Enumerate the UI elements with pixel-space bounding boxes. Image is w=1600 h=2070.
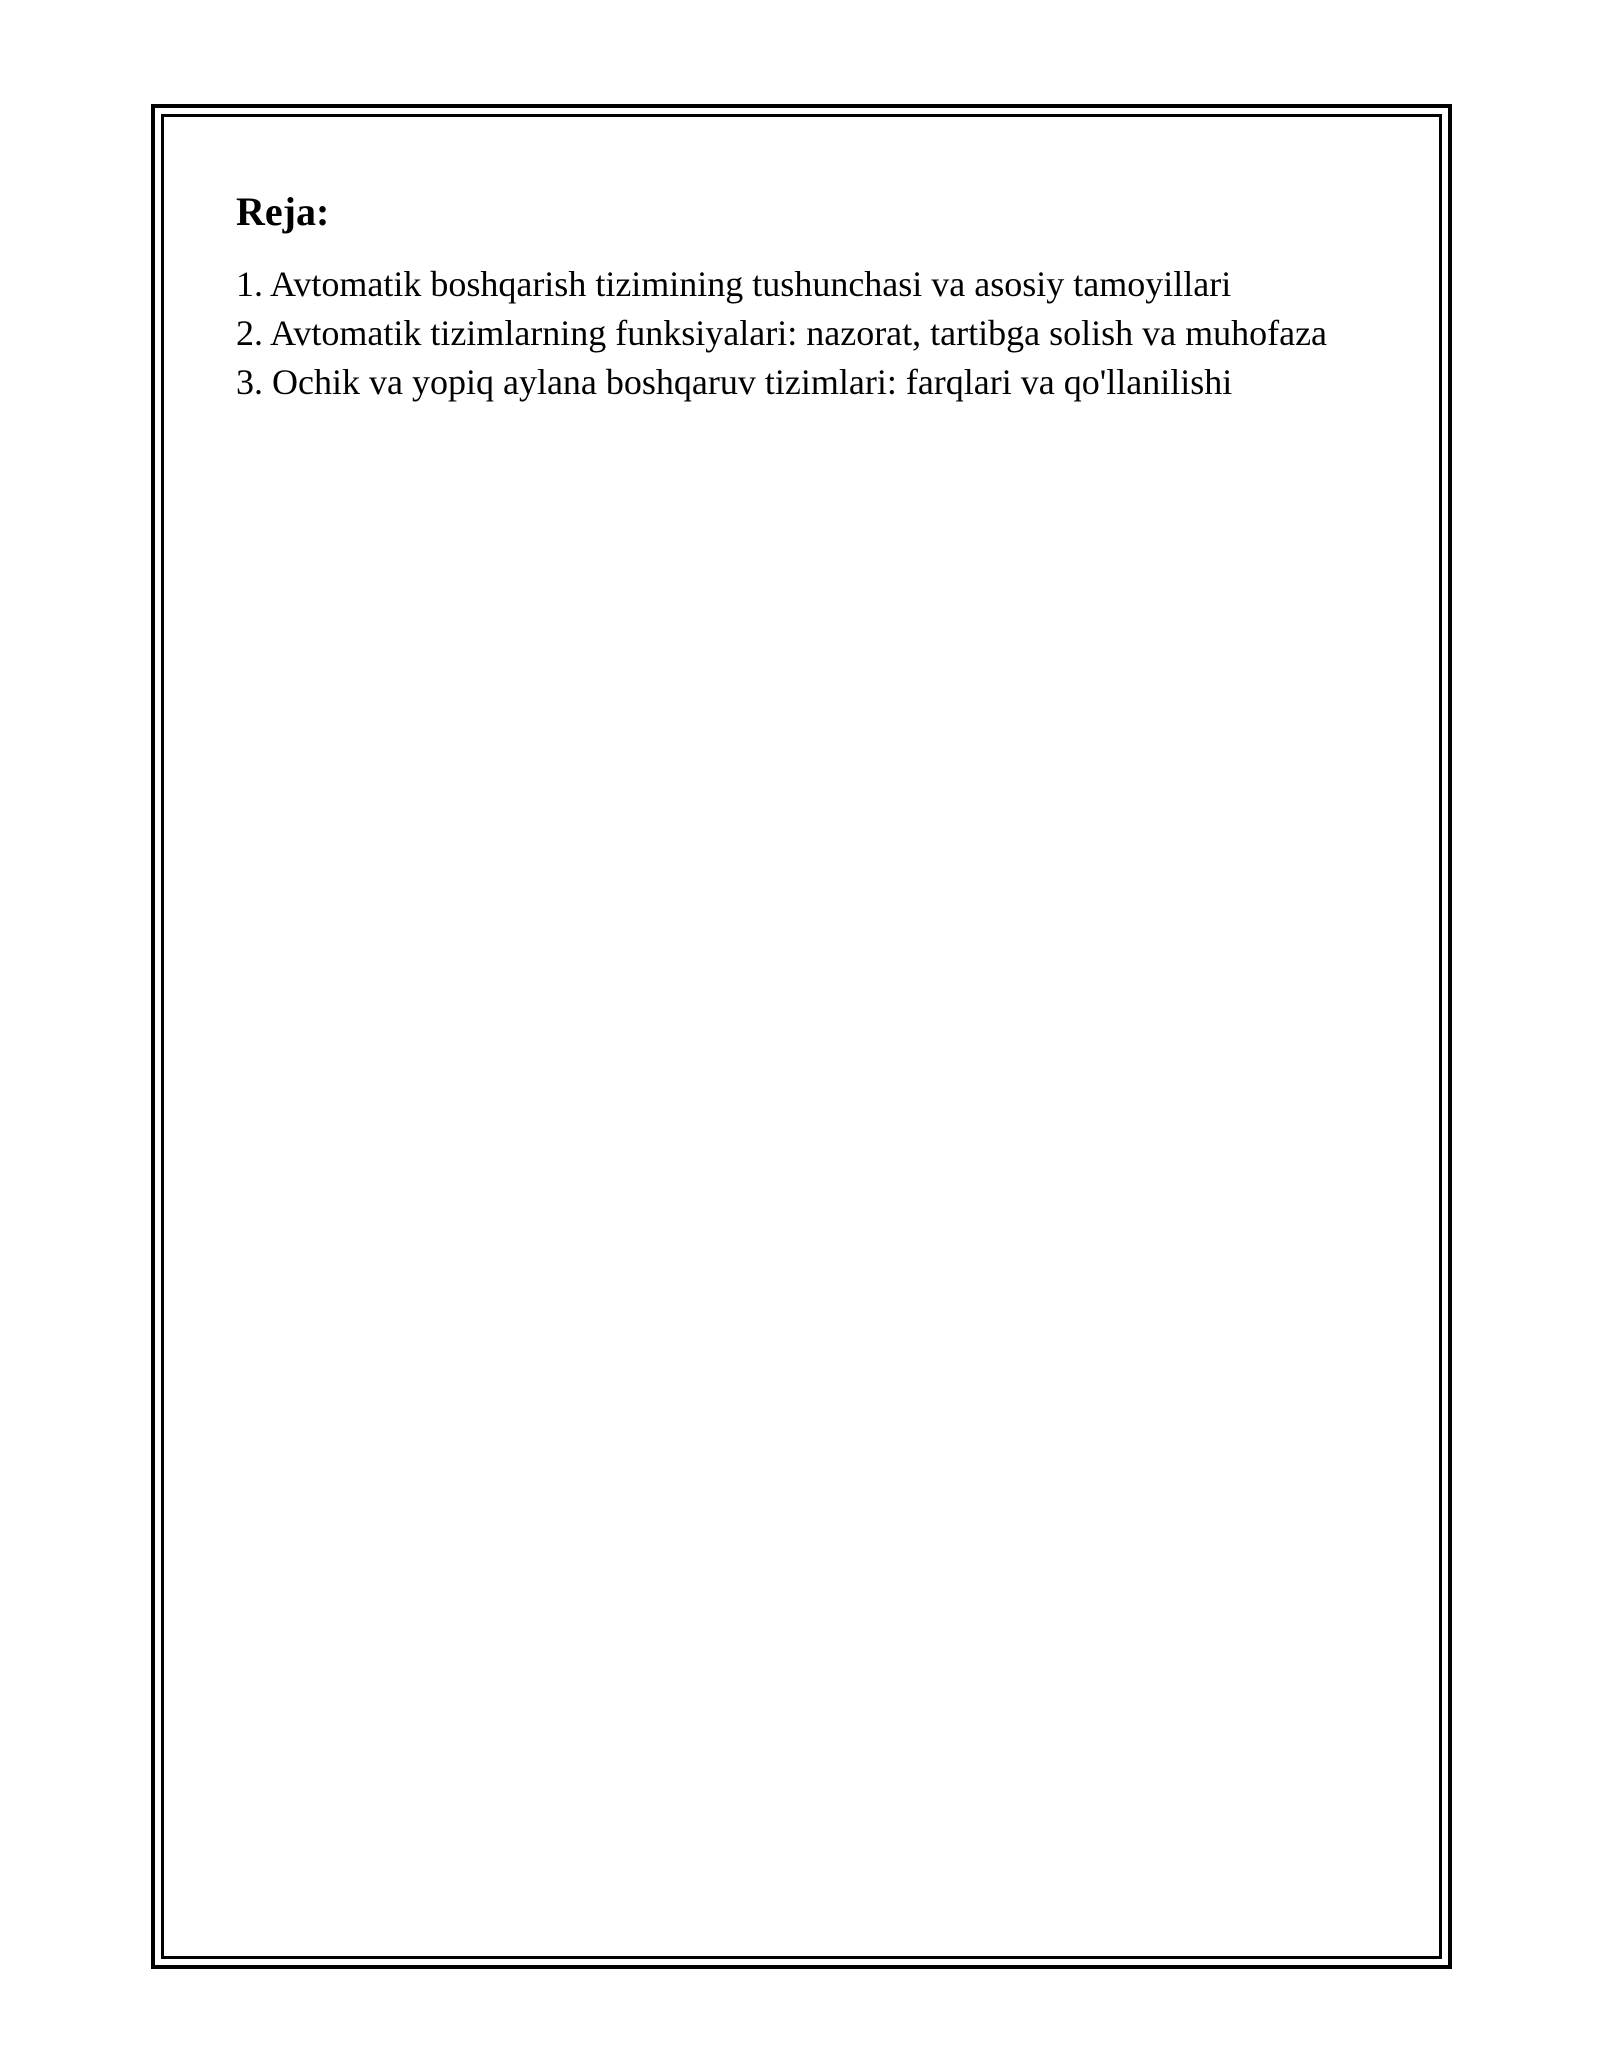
plan-item-2: 2. Avtomatik tizimlarning funksiyalari: nazorat, tartibga solish va muhofaza bbox=[236, 313, 1328, 353]
plan-heading: Reja: bbox=[236, 189, 330, 234]
page-content bbox=[236, 188, 1386, 407]
plan-list bbox=[236, 260, 1386, 407]
plan-item-1: 1. Avtomatik boshqarish tizimining tushunchasi va asosiy tamoyillari bbox=[236, 264, 1232, 304]
plan-item-3: 3. Ochik va yopiq aylana boshqaruv tizimlari: farqlari va qo'llanilishi bbox=[236, 362, 1233, 402]
